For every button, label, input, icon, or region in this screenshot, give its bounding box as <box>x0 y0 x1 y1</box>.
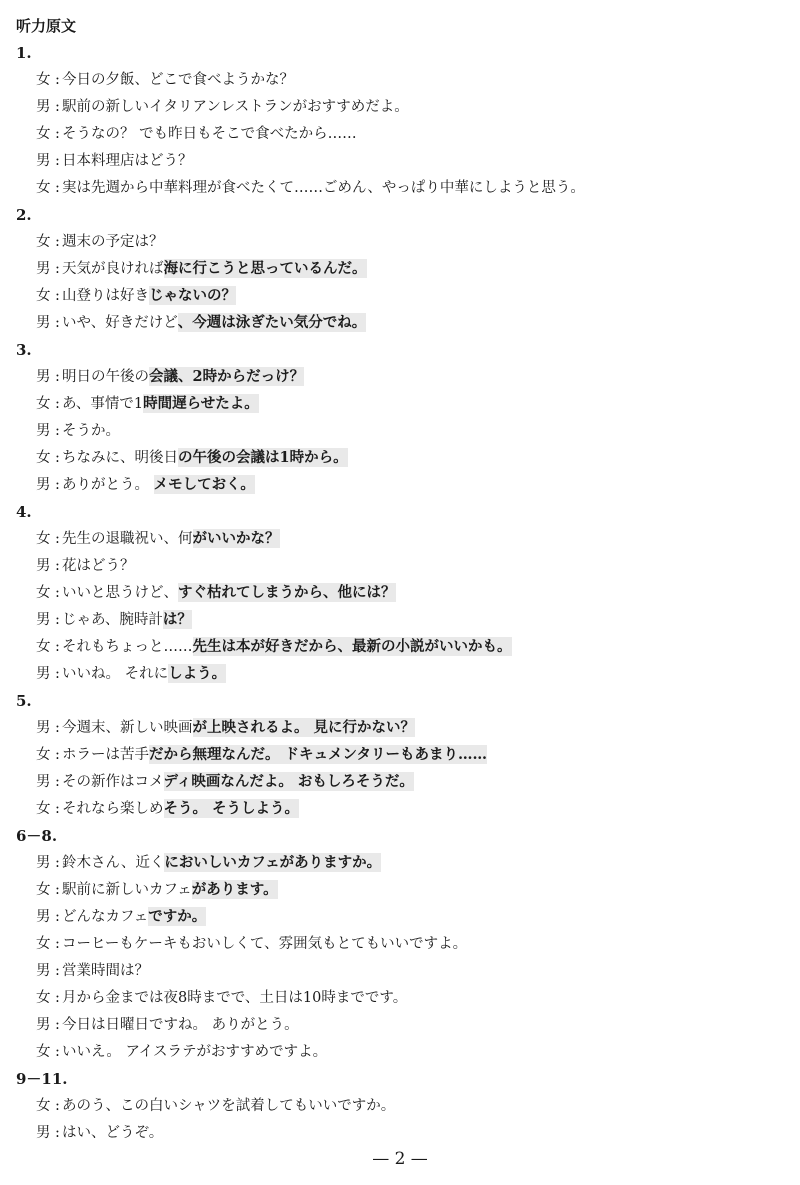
dialogue-text: 週末の予定は？ <box>62 234 164 250</box>
dialogue-text: いいえ。 アイスラテがおすすめですよ。 <box>62 1044 328 1060</box>
dialogue-line <box>36 607 192 633</box>
section-number: 3. <box>16 341 32 359</box>
speaker-label: 男 <box>36 963 51 979</box>
speaker-separator: : <box>55 666 60 682</box>
dialogue-text: ホラーは苦手 <box>62 747 149 763</box>
highlighted-text: がいいかな？ <box>192 530 280 547</box>
speaker-separator: : <box>55 180 60 196</box>
dialogue-text: その新作はコメ <box>62 774 164 790</box>
speaker-label: 男 <box>36 1017 51 1033</box>
section-number: 4. <box>16 503 32 521</box>
speaker-separator: : <box>55 288 60 304</box>
speaker-separator: : <box>55 801 60 817</box>
highlighted-text: 会議、2時からだっけ？ <box>149 368 305 385</box>
speaker-label: 男 <box>36 855 51 871</box>
dialogue-text: 月から金までは夜8時までで、土日は10時までです。 <box>62 990 408 1006</box>
dialogue-line <box>36 634 512 660</box>
dialogue-line <box>36 175 585 201</box>
highlighted-text: しよう。 <box>168 665 227 682</box>
speaker-label: 女 <box>36 936 51 952</box>
dialogue-line <box>36 283 236 309</box>
dialogue-line <box>36 1012 299 1038</box>
dialogue-text: いいね。 それに <box>62 666 169 682</box>
speaker-separator: : <box>55 855 60 871</box>
speaker-label: 男 <box>36 261 51 277</box>
speaker-separator: : <box>55 153 60 169</box>
speaker-separator: : <box>55 774 60 790</box>
speaker-label: 女 <box>36 234 51 250</box>
dialogue-line <box>36 877 278 903</box>
highlighted-text: は？ <box>162 611 192 628</box>
speaker-separator: : <box>55 315 60 331</box>
speaker-label: 男 <box>36 99 51 115</box>
highlighted-text: 時間遅らせたよ。 <box>143 395 259 412</box>
highlighted-text: が上映されるよ。 見に行かない？ <box>192 719 416 736</box>
dialogue-line <box>36 229 164 255</box>
section-number: 1. <box>16 44 32 62</box>
dialogue-line <box>36 958 149 984</box>
dialogue-text: そうか。 <box>62 423 120 439</box>
dialogue-line <box>36 121 357 147</box>
dialogue-line <box>36 310 366 336</box>
dialogue-line <box>36 661 226 687</box>
speaker-separator: : <box>55 747 60 763</box>
highlighted-text: だから無理なんだ。 ドキュメンタリーもあまり…… <box>149 746 487 763</box>
dialogue-line <box>36 256 367 282</box>
speaker-separator: : <box>55 585 60 601</box>
speaker-label: 女 <box>36 585 51 601</box>
dialogue-text: 実は先週から中華料理が食べたくて……ごめん、やっぱり中華にしようと思う。 <box>62 180 585 196</box>
speaker-separator: : <box>55 639 60 655</box>
dialogue-text: 天気が良ければ <box>62 261 164 277</box>
speaker-label: 女 <box>36 180 51 196</box>
speaker-label: 男 <box>36 774 51 790</box>
speaker-separator: : <box>55 612 60 628</box>
highlighted-text: があります。 <box>191 881 278 898</box>
dialogue-text: ありがとう。 <box>62 477 154 493</box>
dialogue-text: いいと思うけど、 <box>62 585 178 601</box>
speaker-label: 女 <box>36 639 51 655</box>
dialogue-text: いや、好きだけど <box>62 315 178 331</box>
speaker-label: 男 <box>36 423 51 439</box>
dialogue-line <box>36 1120 163 1146</box>
dialogue-text: 山登りは好き <box>62 288 149 304</box>
dialogue-text: 先生の退職祝い、何 <box>62 531 193 547</box>
speaker-label: 男 <box>36 153 51 169</box>
dialogue-text: 今日は日曜日ですね。 ありがとう。 <box>62 1017 299 1033</box>
dialogue-text: あのう、この白いシャツを試着してもいいですか。 <box>62 1098 396 1114</box>
speaker-separator: : <box>55 99 60 115</box>
speaker-separator: : <box>55 477 60 493</box>
speaker-label: 女 <box>36 801 51 817</box>
dialogue-line <box>36 472 255 498</box>
section-number: 2. <box>16 206 32 224</box>
dialogue-line <box>36 148 193 174</box>
highlighted-text: メモしておく。 <box>153 476 255 493</box>
speaker-label: 男 <box>36 558 51 574</box>
speaker-label: 女 <box>36 747 51 763</box>
highlighted-text: そう。 そうしよう。 <box>163 800 300 817</box>
dialogue-text: どんなカフェ <box>62 909 149 925</box>
speaker-separator: : <box>55 369 60 385</box>
speaker-separator: : <box>55 126 60 142</box>
highlighted-text: 先生は本が好きだから、最新の小説がいいかも。 <box>192 638 512 655</box>
speaker-separator: : <box>55 1017 60 1033</box>
dialogue-text: 今週末、新しい映画 <box>62 720 193 736</box>
dialogue-line <box>36 1093 395 1119</box>
dialogue-text: そうなの？ でも昨日もそこで食べたから…… <box>62 126 357 142</box>
dialogue-line <box>36 850 381 876</box>
dialogue-line <box>36 364 304 390</box>
speaker-separator: : <box>55 261 60 277</box>
dialogue-text: それもちょっと…… <box>62 639 193 655</box>
dialogue-text: 駅前の新しいイタリアンレストランがおすすめだよ。 <box>62 99 409 115</box>
dialogue-line <box>36 742 487 768</box>
dialogue-line <box>36 67 294 93</box>
speaker-label: 女 <box>36 72 51 88</box>
page-title: 听力原文 <box>16 17 77 35</box>
dialogue-line <box>36 553 135 579</box>
dialogue-text: 駅前に新しいカフェ <box>62 882 192 898</box>
speaker-label: 男 <box>36 1125 51 1141</box>
speaker-separator: : <box>55 963 60 979</box>
dialogue-text: 今日の夕飯、どこで食べようかな？ <box>62 72 294 88</box>
dialogue-text: 花はどう？ <box>62 558 135 574</box>
dialogue-line <box>36 418 120 444</box>
speaker-separator: : <box>55 882 60 898</box>
speaker-label: 男 <box>36 612 51 628</box>
speaker-separator: : <box>55 72 60 88</box>
page-number: — 2 — <box>372 1149 428 1169</box>
dialogue-line <box>36 904 206 930</box>
highlighted-text: 海に行こうと思っているんだ。 <box>163 260 367 277</box>
dialogue-line <box>36 580 396 606</box>
dialogue-line <box>36 931 467 957</box>
dialogue-text: 鈴木さん、近く <box>62 855 165 871</box>
dialogue-line <box>36 391 259 417</box>
speaker-label: 女 <box>36 990 51 1006</box>
highlighted-text: すぐ枯れてしまうから、他には？ <box>178 584 396 601</box>
dialogue-text: それなら楽しめ <box>62 801 164 817</box>
speaker-label: 女 <box>36 882 51 898</box>
speaker-separator: : <box>55 936 60 952</box>
section-number: 5. <box>16 692 32 710</box>
section-number: 9－11. <box>16 1070 68 1088</box>
dialogue-text: じゃあ、腕時計 <box>62 612 163 628</box>
highlighted-text: ディ映画なんだよ。 おもしろそうだ。 <box>163 773 414 790</box>
highlighted-text: においしいカフェがありますか。 <box>164 854 382 871</box>
speaker-separator: : <box>55 396 60 412</box>
dialogue-text: 日本料理店はどう？ <box>62 153 193 169</box>
speaker-separator: : <box>55 909 60 925</box>
dialogue-line <box>36 715 415 741</box>
highlighted-text: じゃないの？ <box>149 287 236 304</box>
speaker-label: 女 <box>36 1044 51 1060</box>
speaker-separator: : <box>55 720 60 736</box>
speaker-separator: : <box>55 423 60 439</box>
dialogue-text: あ、事情で1 <box>62 396 144 412</box>
highlighted-text: の午後の会議は1時から。 <box>178 449 348 466</box>
highlighted-text: ですか。 <box>148 908 207 925</box>
dialogue-text: コーヒーもケーキもおいしくて、雰囲気もとてもいいですよ。 <box>62 936 468 952</box>
highlighted-text: 、今週は泳ぎたい気分でね。 <box>177 314 367 331</box>
section-number: 6－8. <box>16 827 58 845</box>
dialogue-text: 明日の午後の <box>62 369 149 385</box>
dialogue-line <box>36 1039 327 1065</box>
dialogue-line <box>36 445 348 471</box>
speaker-label: 女 <box>36 126 51 142</box>
speaker-label: 女 <box>36 288 51 304</box>
speaker-separator: : <box>55 1098 60 1114</box>
speaker-label: 女 <box>36 531 51 547</box>
speaker-label: 女 <box>36 396 51 412</box>
dialogue-text: はい、どうぞ。 <box>62 1125 164 1141</box>
speaker-label: 女 <box>36 450 51 466</box>
speaker-label: 男 <box>36 909 51 925</box>
speaker-separator: : <box>55 234 60 250</box>
speaker-separator: : <box>55 990 60 1006</box>
dialogue-line <box>36 796 299 822</box>
dialogue-line <box>36 769 414 795</box>
speaker-label: 男 <box>36 720 51 736</box>
speaker-separator: : <box>55 558 60 574</box>
speaker-label: 男 <box>36 369 51 385</box>
dialogue-line <box>36 526 280 552</box>
speaker-label: 女 <box>36 1098 51 1114</box>
speaker-label: 男 <box>36 666 51 682</box>
speaker-separator: : <box>55 531 60 547</box>
speaker-label: 男 <box>36 477 51 493</box>
dialogue-line <box>36 985 407 1011</box>
speaker-label: 男 <box>36 315 51 331</box>
dialogue-line <box>36 94 409 120</box>
dialogue-text: ちなみに、明後日 <box>62 450 178 466</box>
speaker-separator: : <box>55 450 60 466</box>
speaker-separator: : <box>55 1044 60 1060</box>
dialogue-text: 営業時間は？ <box>62 963 149 979</box>
speaker-separator: : <box>55 1125 60 1141</box>
